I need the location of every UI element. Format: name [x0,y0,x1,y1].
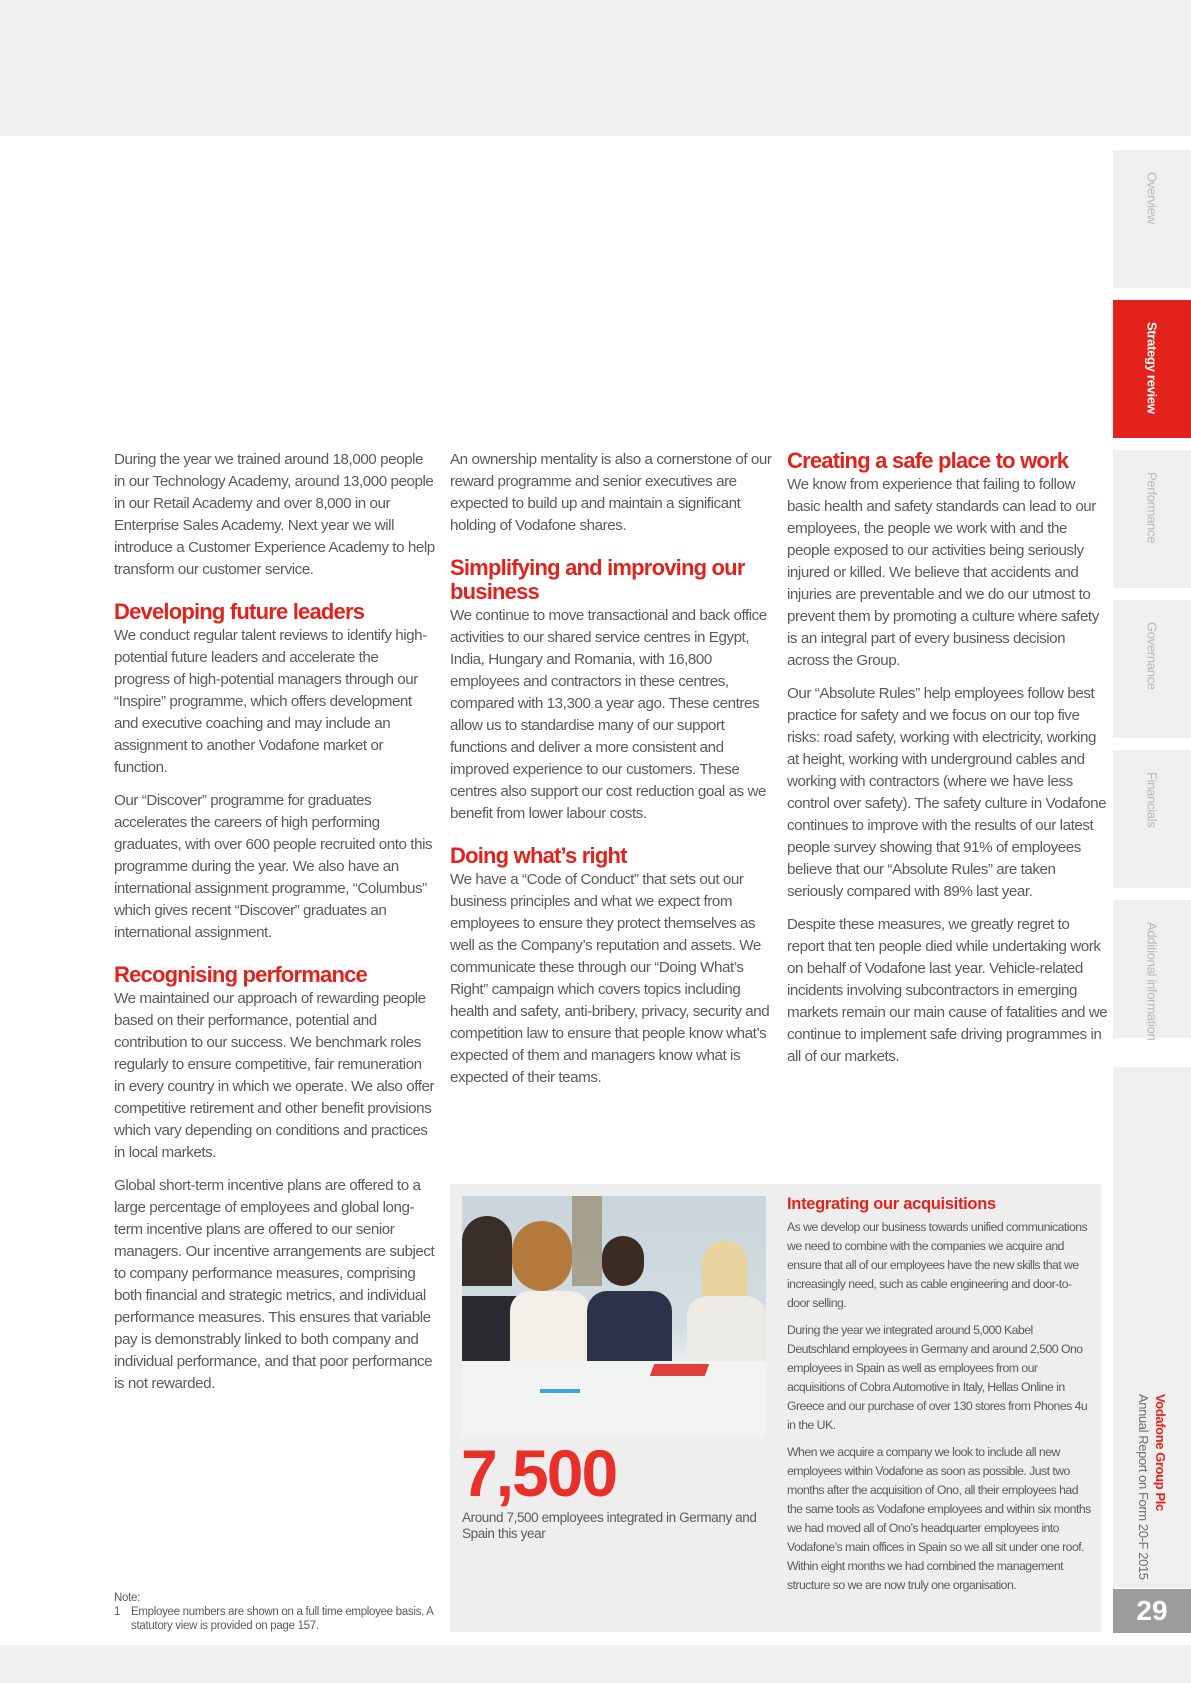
tab-label: Performance [1144,472,1160,544]
acquisitions-paragraph-3: When we acquire a company we look to include all new employees within Vodafone as soon as possible. Just two months after the acquisition of Ono, all their employees had the same tools as Vodafone employees and within six months we had moved all of Ono’s headquarter employees into Vodafone’s main offices in Spain so we all sit under one roof. Within eight months we had combined the management structure so we are now truly one organisation. [787,1445,1091,1592]
meeting-photo [462,1196,766,1436]
tab-financials[interactable] [1113,750,1191,888]
tab-governance[interactable] [1113,600,1191,738]
doorway-shape [572,1196,602,1286]
developing-leaders-heading: Developing future leaders [114,599,365,624]
simplifying-heading: Simplifying and improving our business [450,555,745,604]
tab-additional-information[interactable] [1113,900,1191,1041]
person-2-hair [512,1221,572,1291]
safety-paragraph-1: We know from experience that failing to follow basic health and safety standards can lead to our employees, the people we work with and the people exposed to our activities being seriously injured or killed. We believe that accidents and injuries are preventable and we do our utmost to prevent them by promoting a culture where safety is an integral part of every business decision across the Group. [787,476,1099,669]
tab-label: Additional information [1144,922,1160,1041]
integrating-acquisitions-heading: Integrating our acquisitions [787,1195,996,1213]
tab-label: Overview [1144,172,1160,224]
note-row [114,1605,434,1633]
performance-paragraph-1: We maintained our approach of rewarding people based on their performance, potential and contribution to our success. We benchmark roles regularly to ensure competitive, fair remuneration in every country in which we operate. We also offer competitive retirement and other benefit provisions which vary depending on conditions and practices in local markets. [114,990,435,1161]
bottom-margin-band [0,1645,1191,1683]
big-stat-number: 7,500 [461,1436,617,1510]
red-tablet-cover [650,1364,709,1376]
acquisitions-paragraph-1: As we develop our business towards unified communications we need to combine with the companies we acquire and ensure that all of our employees have the new skills that we increasingly need, such as cable engineering and door-to-door selling. [787,1220,1088,1310]
leaders-paragraph-2: Our “Discover” programme for graduates accelerates the careers of high performing graduates, with over 600 people recruited onto this programme during the year. We also have an international assignment programme, “Columbus” which gives recent “Discover” graduates an international assignment. [114,792,433,941]
doing-whats-right-heading: Doing what’s right [450,843,627,868]
safety-paragraph-2: Our “Absolute Rules” help employees follow best practice for safety and we focus on our top five risks: road safety, working with electricity, working at height, working with underground cables and working with contractors (where we have less control over safety). The safety culture in Vodafone continues to improve with the results of our latest people survey showing that 91% of employees believe that our “Absolute Rules” are taken seriously compared with 89% last year. [787,685,1107,900]
person-3-hair [602,1236,644,1286]
safe-place-heading: Creating a safe place to work [787,448,1069,473]
brand-name: Vodafone Group Plc [1153,1394,1168,1511]
note-number: 1 [114,1606,121,1618]
top-margin-band [0,0,1191,136]
column-2 [450,449,772,1100]
note-title: Note: [114,1592,140,1604]
table-surface [462,1361,766,1436]
blue-pen [540,1389,580,1393]
note-text: Employee numbers are shown on a full time employee basis. A statutory view is provided on page 157. [131,1606,433,1632]
acquisitions-feature-box [450,1184,1101,1632]
simplifying-paragraph: We continue to move transactional and back office activities to our shared service centres in Egypt, India, Hungary and Romania, with 16,800 employees and contractors in these centres, compared with 13,300 a year ago. These centres allow us to standardise many of our support functions and deliver a more consistent and improved experience to our customers. These centres also support our cost reduction goal as we benefit from lower labour costs. [450,607,767,822]
acquisitions-paragraph-2: During the year we integrated around 5,000 Kabel Deutschland employees in Germany and around 2,500 Ono employees in Spain as well as employees from our acquisitions of Cobra Automotive in Italy, Hellas Online in Greece and our purchase of over 130 stores from Phones 4u in the UK. [787,1323,1088,1432]
page-number: 29 [1113,1589,1191,1633]
tab-strategy-review[interactable] [1113,300,1191,438]
tab-overview[interactable] [1113,150,1191,288]
leaders-paragraph-1: We conduct regular talent reviews to identify high-potential future leaders and accelerate the progress of high-potential managers through our “Inspire” programme, which offers development and executive coaching and may include an assignment to another Vodafone market or function. [114,627,427,776]
tab-label: Strategy review [1144,322,1160,414]
performance-paragraph-2: Global short-term incentive plans are offered to a large percentage of employees and global long-term incentive plans are offered to our senior managers. Our incentive arrangements are subject to company performance measures, comprising both financial and strategic metrics, and individual performance measures. This ensures that variable pay is demonstrably linked to both company and individual performance, and that poor performance is not rewarded. [114,1177,435,1392]
report-branding [1113,1394,1191,1580]
tab-label: Governance [1144,622,1160,690]
acquisitions-text [787,1194,1091,1603]
stat-caption: Around 7,500 employees integrated in Germany and Spain this year [462,1510,757,1541]
recognising-performance-heading: Recognising performance [114,962,367,987]
safety-paragraph-3: Despite these measures, we greatly regret to report that ten people died while undertaking work on behalf of Vodafone last year. Vehicle-related incidents involving subcontractors in emerging markets remain our main cause of fatalities and we continue to implement safe driving programmes in all of our markets. [787,916,1108,1065]
person-1-hair [462,1216,512,1286]
tab-performance[interactable] [1113,450,1191,588]
footnote [114,1591,434,1633]
training-paragraph: During the year we trained around 18,000 people in our Technology Academy, around 13,000 people in our Retail Academy and over 8,000 in our Enterprise Sales Academy. Next year we will introduce a Customer Experience Academy to help transform our customer service. [114,451,435,578]
doing-whats-right-paragraph: We have a “Code of Conduct” that sets out our business principles and what we expect from employees to ensure they protect themselves as well as the Company’s reputation and assets. We communicate these through our “Doing What’s Right” campaign which covers topics including health and safety, anti-bribery, privacy, security and competition law to ensure that people know what’s expected of them and managers know what is expected of their teams. [450,871,770,1086]
column-3 [787,449,1109,1079]
report-title: Annual Report on Form 20-F 2015 [1136,1394,1151,1580]
ownership-paragraph: An ownership mentality is also a cornerstone of our reward programme and senior executives are expected to build up and maintain a significant holding of Vodafone shares. [450,451,772,534]
tab-label: Financials [1144,772,1160,828]
column-1 [114,449,436,1406]
person-4-body [687,1296,766,1366]
